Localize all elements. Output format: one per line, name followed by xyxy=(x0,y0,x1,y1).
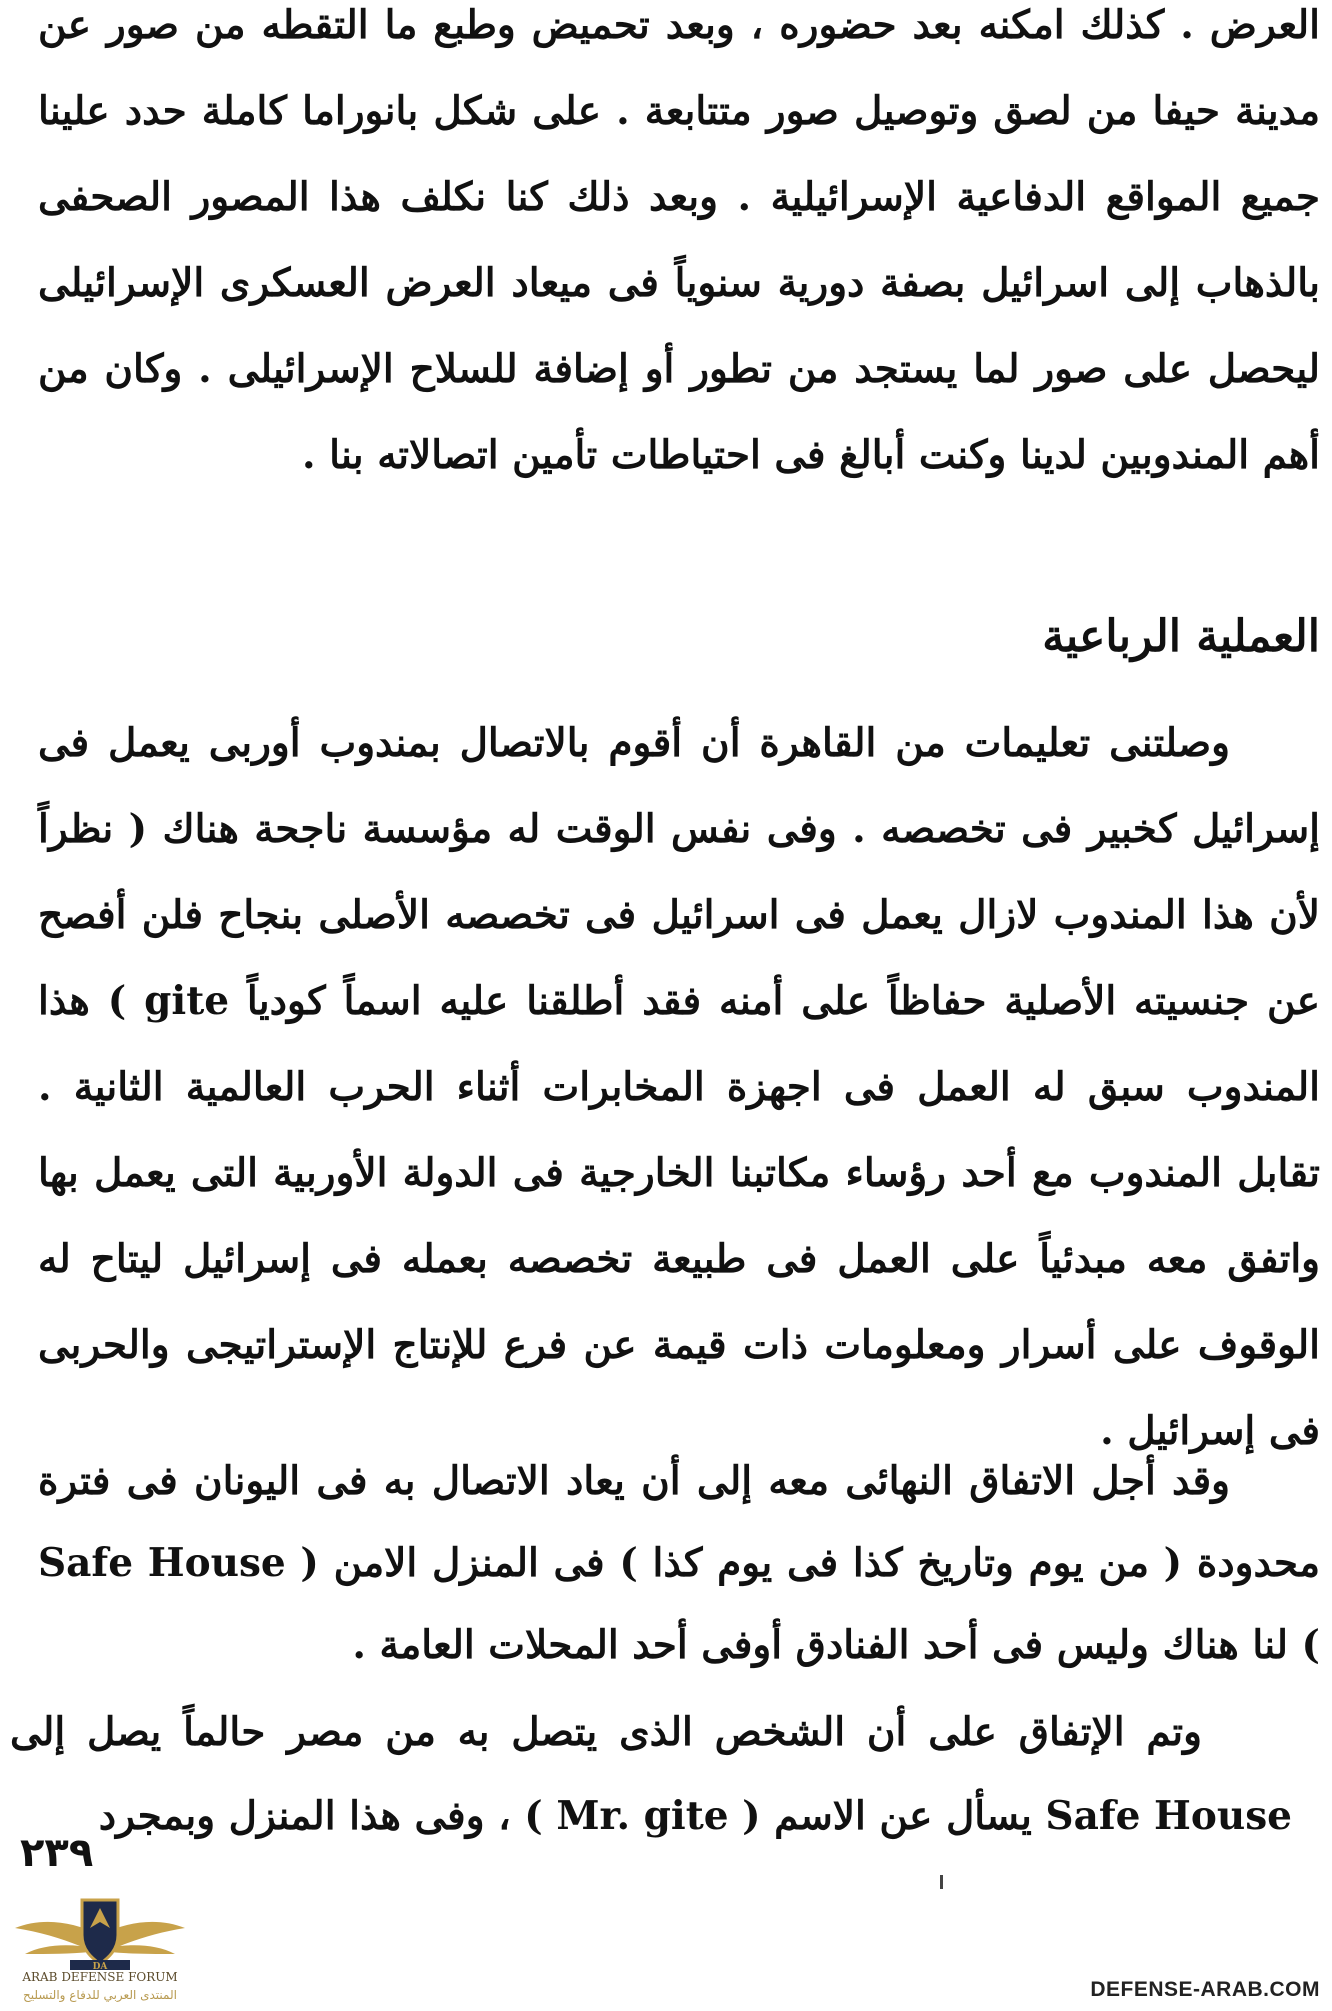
paragraph-1: العرض . كذلك امكنه بعد حضوره ، وبعد تحميض وطبع ما التقطه من صور عن مدينة حيفا من لصق وتوصيل صور متتابعة . على شكل بانوراما كاملة حدد علينا جميع المواقع الدفاعية الإسرائيلية . وبعد ذلك كنا نكلف هذا المصور الصحفى بالذهاب إلى اسرائيل بصفة دورية سنوياً فى ميعاد العرض العسكرى الإسرائيلى ليحصل على صور لما يستجد من تطور أو إضافة للسلاح الإسرائيلى . وكان من أهم المندوبين لدينا وكنت أبالغ فى احتياطات تأمين اتصالاته بنا . xyxy=(38,2,1320,478)
paragraph-3: وقد أجل الاتفاق النهائى معه إلى أن يعاد الاتصال به فى اليونان فى فترة محدودة ( من يوم وتاريخ كذا فى يوم كذا ) فى المنزل الامن ( Safe House ) لنا هناك وليس فى أحد الفنادق أوفى أحد المحلات العامة . xyxy=(38,1458,1320,1668)
logo-caption-en: ARAB DEFENSE FORUM xyxy=(22,1970,178,1984)
forum-logo-icon xyxy=(10,1880,190,2005)
page-number: ٢٣٩ xyxy=(20,1830,94,1876)
scan-mark xyxy=(940,1875,943,1889)
paragraph-4: وتم الإتفاق على أن الشخص الذى يتصل به من مصر حالماً يصل إلى Safe House يسأل عن الاسم ( Mr. gite ) ، وفى هذا المنزل وبمجرد xyxy=(10,1709,1292,1839)
section-heading: العملية الرباعية xyxy=(1042,611,1320,662)
paragraph-2: وصلتنى تعليمات من القاهرة أن أقوم بالاتصال بمندوب أوربى يعمل فى إسرائيل كخبير فى تخصصه . وفى نفس الوقت له مؤسسة ناجحة هناك ( نظراً لأن هذا المندوب لازال يعمل فى اسرائيل فى تخصصه الأصلى بنجاح فلن أفصح عن جنسيته الأصلية حفاظاً على أمنه فقد أطلقنا عليه اسماً كودياً gite ) هذا المندوب سبق له العمل فى اجهزة المخابرات أثناء الحرب العالمية الثانية . تقابل المندوب مع أحد رؤساء مكاتبنا الخارجية فى الدولة الأوربية التى يعمل بها واتفق معه مبدئياً على العمل فى طبيعة تخصصه بعمله فى إسرائيل ليتاح له الوقوف على أسرار ومعلومات ذات قيمة عن فرع للإنتاج الإستراتيجى والحربى فى إسرائيل . xyxy=(38,720,1321,1454)
watermark-url: DEFENSE-ARAB.COM xyxy=(1090,1978,1320,2001)
svg-text:DA: DA xyxy=(92,1962,108,1972)
logo-caption-ar: المنتدى العربي للدفاع والتسليح xyxy=(23,1988,177,2002)
